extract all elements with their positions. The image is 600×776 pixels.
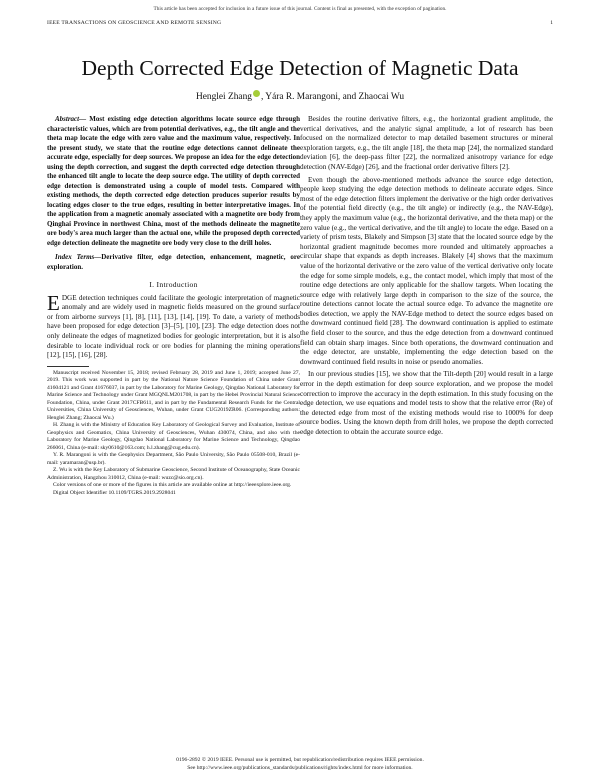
running-head: IEEE TRANSACTIONS ON GEOSCIENCE AND REMOTE SENSING [47, 20, 222, 26]
index-terms-text: Derivative filter, edge detection, enhancement, magnetic, ore exploration. [47, 253, 300, 271]
intro-text: DGE detection techniques could facilitate the geologic interpretation of magnetic anomaly and are widely used in magnetic fields measured on the ground surface or from airborne surveys [1], [8], [11], [13], [14], [19]. To date, a variety of methods have been proposed for edge detection [3]–[5], [10], [23]. The edge detection does not only delineate the edges of magnetized bodies for geologic interpretation, but it is also desirable to locate individual rock or ore bodies for planning the mining operations [12], [15], [16], [28]. [47, 293, 300, 360]
author-rest: , Yára R. Marangoni, and Zhaocai Wu [260, 92, 405, 102]
body-paragraph-2: Even though the above-mentioned methods advance the source edge detection, people keep studying the edge detection methods to delineate accurate edges. Since most of the edge detection filters implement the derivative or the high order derivatives of the potential field directly (e.g., the tilt angle) or indirectly (e.g., the NAV-Edge), they apply the maximum value (e.g., the horizontal derivative, and the theta map) or the zero value (e.g., the vertical derivative, and the tilt angle) to locate the edge. Based on a variety of prism tests, Blakely and Simpson [3] state that the located source edge by the horizontal gradient magnitude becomes more rounded and ultimately approaches a circular shape that expands as depth increases. Blakely [4] shows that the maximum value of the horizontal derivative or the zero value of the vertical derivative only locate the edge for some simple models, e.g., the contact model, which imply that most of the routine edge detections are only applicable for the shallow targets. When locating the source edge with relatively large depth in comparison to the size of the source, the routine detections cannot locate the actual source edge. To advance the magnetite ore bodies detection, we apply the NAV-Edge method to detect the source edges based on the downward continued field [28]. The downward continuation is applied to estimate the field closer to the source, and thus the edge detection from a downward continued field can obtain sharp images. Since both operations, the downward continuation and the edge detector, are unstable, implementing the edge detection based on the downward continued field results in noise or pseudo anomalies. [300, 175, 553, 366]
drop-cap: E [47, 290, 60, 315]
author-first: Henglei Zhang [195, 92, 252, 102]
footnote-manuscript: Manuscript received November 15, 2018; revised February 28, 2019 and June 1, 2019; accepted June 27, 2019. This work was supported in part by the National Nature Science Foundation of China under Grant 41604121 and Grant 41676037, in part by the Laboratory for Marine Geology, Qingdao National Laboratory for Marine Science and Technology under Grant MGQNLM201708, in part by the Hebei Provincial Natural Science Foundation, China, under Grant 2017CFB611, and in part by the Fundamental Research Funds for the Central Universities, China University of Geosciences, Wuhan, under Grant CUG2019ZR06. (Corresponding authors: Henglei Zhang; Zhaocai Wu.) [47, 369, 300, 421]
footnote-zhang: H. Zhang is with the Ministry of Education Key Laboratory of Geological Survey and Evaluation, Institute of Geophysics and Geomatics, China University of Geosciences, Wuhan 430074, China, and also with the Laboratory for Marine Geology, Qingdao National Laboratory for Marine Science and Technology, Qingdao 266061, China (e-mail: sky0610@163.com; h.l.zhang@cug.edu.cn). [47, 422, 300, 451]
intro-paragraph [47, 290, 300, 361]
footnote-marangoni: Y. R. Marangoni is with the Geophysics Department, São Paulo University, São Paulo 05508-010, Brazil (e-mail: yaramaran@usp.br). [47, 452, 300, 466]
orcid-icon[interactable] [253, 90, 260, 97]
copyright-line: 0196-2892 © 2019 IEEE. Personal use is permitted, but republication/redistribution requires IEEE permission. [176, 757, 424, 763]
left-column [47, 115, 300, 497]
rights-link[interactable]: See http://www.ieee.org/publications_standards/publications/rights/index.html for more information. [187, 764, 413, 771]
footnote-doi: Digital Object Identifier 10.1109/TGRS.2019.2928041 [53, 489, 176, 496]
footnote-rule [47, 366, 89, 367]
abstract-label: Abstract— [55, 115, 87, 123]
index-terms [47, 253, 300, 272]
section-heading-introduction: I. Introduction [149, 280, 198, 289]
footnote-wu: Z. Wu is with the Key Laboratory of Submarine Geoscience, Second Institute of Oceanography, State Oceanic Administration, Hangzhou 310012, China (e-mail: wuzc@sio.org.cn). [47, 467, 300, 481]
index-terms-label: Index Terms— [55, 253, 102, 261]
footnote-color: Color versions of one or more of the figures in this article are available online at http://ieeexplore.ieee.org. [53, 482, 292, 489]
author-line [0, 90, 600, 102]
journal-notice: This article has been accepted for inclusion in a future issue of this journal. Content is final as presented, with the exception of pagination. [153, 6, 447, 12]
body-paragraph-1: Besides the routine derivative filters, e.g., the horizontal gradient amplitude, the vertical derivatives, and the analytic signal amplitude, a lot of research has been focused on the normalized detector to map detailed basement structures or mineral exploration targets, e.g., the tilt angle [18], the theta map [24], the normalized standard deviation [6], the deep-pass filter [22], the normalized anisotropy variance for edge detection (NAV-Edge) [26], and the fractional order derivative filters [2]. [300, 115, 553, 171]
copyright-footer [0, 757, 600, 772]
body-paragraph-3: In our previous studies [15], we show that the Tilt-depth [20] would result in a large error in the depth estimation for deep source exploration, and we propose the model correction to improve the accuracy in the depth estimation. In this study focusing on the edge detection, we use equations and model tests to show that the relative error (Re) of the detected edge from most of the existing methods would rise to 1000% for deep source bodies. Using the known depth from drill holes, we propose the depth corrected edge detection to obtain the accurate source edge. [300, 370, 553, 436]
abstract [47, 115, 300, 248]
right-column [300, 115, 553, 441]
page-number: 1 [550, 20, 553, 26]
paper-title: Depth Corrected Edge Detection of Magnetic Data [81, 56, 519, 80]
abstract-text: Most existing edge detection algorithms locate source edge through characteristic values, which are from potential derivatives, e.g., the tilt angle and the theta map locate the edge with zero value and the maximum value, respectively. In the present study, we state that the routine edge detections cannot delineate the accurate edge, especially for deep sources. We propose an idea for the edge detection using the depth correction, and suggest the depth corrected edge detection through the enhanced tilt angle to locate the deep source edge. The utility of depth corrected edge detection is demonstrated using a couple of model tests. Compared with existing methods, the depth corrected edge detection produces superior results by locating edges closer to the true edges, resulting in better interpretative images. In the application from a magnetic anomaly associated with a magnetite ore body from Qinghai Province in northwest China, most of the methods delineate the magnetite ore body's area much larger than the actual one, while the proposed depth corrected edge detection delineate the magnetite ore body very close to the drill holes. [47, 115, 300, 247]
